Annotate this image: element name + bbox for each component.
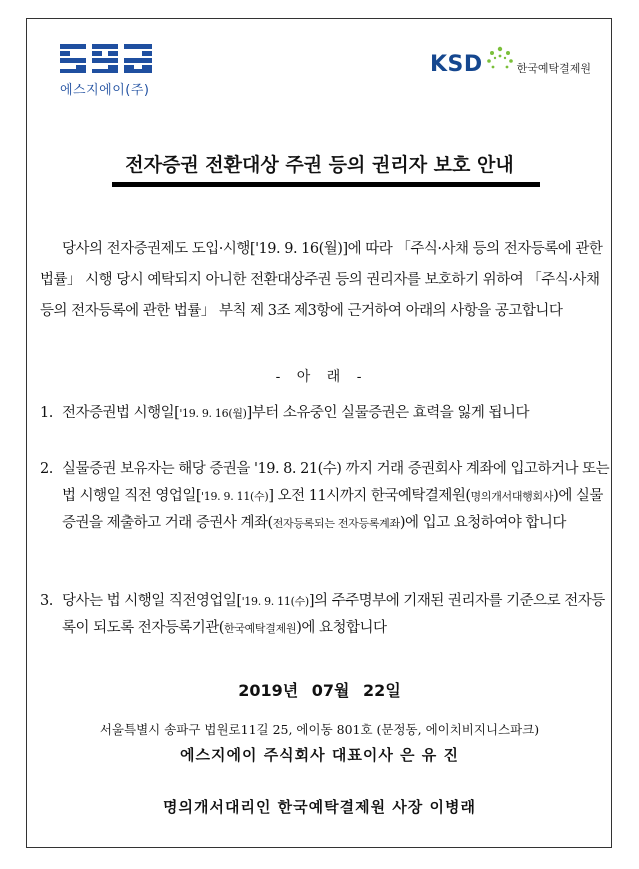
sga-logo-mark <box>58 42 154 74</box>
item-text: 전자증권법 시행일[ <box>62 405 180 421</box>
item-date: '19. 9. 11(수) <box>241 595 309 608</box>
list-item-3 <box>40 588 610 642</box>
item-text: ] 오전 11시까지 한국예탁결제원( <box>268 488 471 504</box>
intro-paragraph <box>40 234 606 327</box>
notice-title: 전자증권 전환대상 주권 등의 권리자 보호 안내 <box>125 154 514 176</box>
item-text: )에 입고 요청하여야 합니다 <box>399 515 566 531</box>
item-text: 실물증권 보유자는 해당 증권을 '19. 8. 21(수) 까지 거래 증권회사 계좌에 입고하거나 또는 법 시행일 직전 영업일[ <box>62 461 610 504</box>
item-date: '19. 9. 16(월) <box>179 407 247 420</box>
ksd-logo <box>430 52 591 77</box>
item-text: 당사는 법 시행일 직전영업일[ <box>62 593 242 609</box>
item-text: ]부터 소유중인 실물증권은 효력을 잃게 됩니다 <box>246 405 529 421</box>
item-text: ]의 주주명부에 기재된 권리자를 기준으로 전자등록이 되도록 전자등록기관( <box>62 593 605 636</box>
company-address: 서울특별시 송파구 법원로11길 25, 에이동 801호 (문정동, 에이치비지니스파크) <box>99 722 540 737</box>
item-number: 3. <box>40 593 53 609</box>
notice-date: 2019년 07월 22일 <box>238 681 401 700</box>
item-note: 한국예탁결제원 <box>223 622 297 635</box>
item-note: 명의개서대행회사 <box>470 490 554 503</box>
list-item-1 <box>40 400 610 427</box>
section-mark: - 아 래 - <box>275 369 364 385</box>
intro-text: 당사의 전자증권제도 도입·시행['19. 9. 16(월)]에 따라 「주식·사채 등의 전자등록에 관한 법률」 시행 당시 예탁되지 아니한 전환대상주권 등의 권리자를 보호하기 위하여 「주식·사채 등의 전자등록에 관한 법률」 부칙 제 3조 제3항에 근거하여 아래의 사항을 공고합니다 <box>40 241 603 319</box>
ksd-star-icon <box>485 45 515 75</box>
transfer-agent: 명의개서대리인 한국예탁결제원 사장 이병래 <box>163 798 476 816</box>
ksd-korean-name: 한국예탁결제원 <box>516 61 592 75</box>
company-ceo: 에스지에이 주식회사 대표이사 은 유 진 <box>180 746 459 764</box>
list-item-2 <box>40 456 610 537</box>
item-number: 2. <box>40 461 53 477</box>
ksd-logo-text: KSD <box>430 52 483 77</box>
item-note: 전자등록되는 전자등록계좌 <box>272 517 400 530</box>
item-date: '19. 9. 11(수) <box>201 490 269 503</box>
sga-company-name: 에스지에이(주) <box>60 83 150 98</box>
item-text: )에 실물증권을 제출하고 거래 증권사 계좌( <box>62 488 603 531</box>
sga-logo <box>58 42 156 98</box>
title-underline <box>112 182 540 187</box>
item-text: )에 요청합니다 <box>296 620 387 636</box>
item-number: 1. <box>40 405 53 421</box>
